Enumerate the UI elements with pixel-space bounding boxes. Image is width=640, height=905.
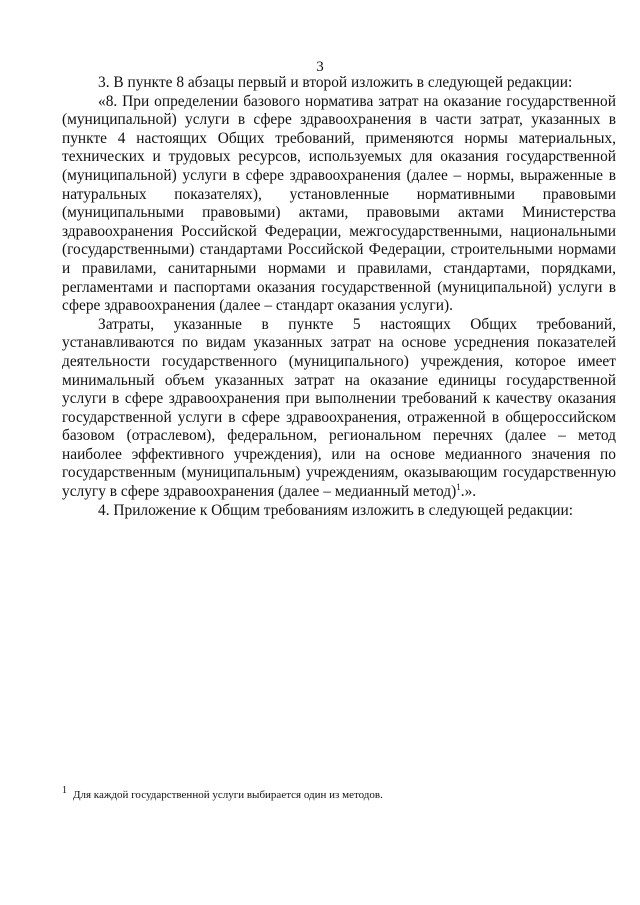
paragraph-item-3: 3. В пункте 8 абзацы первый и второй изложить в следующей редакции: <box>98 74 573 91</box>
footnote-text: Для каждой государственной услуги выбирается один из методов. <box>73 789 383 801</box>
footnote-mark: 1 <box>62 785 67 797</box>
document-body <box>62 74 616 520</box>
paragraph-costs-item-5 <box>62 316 616 502</box>
page-number: 3 <box>316 59 324 75</box>
footnote-reference[interactable]: 1 <box>456 481 461 492</box>
paragraph-item-4: 4. Приложение к Общим требованиям изложить в следующей редакции: <box>98 501 574 519</box>
paragraph-costs-text: Затраты, указанные в пункте 5 настоящих Общих требований, устанавливаются по видам указанных затрат на основе усреднения показателей деятельности государственного (муниципального) учреждения, которое имеет минимальный объем указанных затрат на оказание единицы государственной услуги в сфере здравоохранения при выполнении требований к качеству оказания государственной услуги в сфере здравоохранения, отраженной в общероссийском базовом (отраслевом), федеральном, региональном перечнях (далее – метод наиболее эффективного учреждения), или на основе медианного значения по государственным (муниципальным) учреждениям, оказывающим государственную услугу в сфере здравоохранения (далее – медианный метод) <box>62 315 616 501</box>
paragraph-item-8-quote: «8. При определении базового норматива затрат на оказание государственной (муниципальной) услуги в сфере здравоохранения в части затрат, указанных в пункте 4 настоящих Общих требований, применяются нормы материальных, технических и трудовых ресурсов, используемых для оказания государственной (муниципальной) услуги в сфере здравоохранения (далее – нормы, выраженные в натуральных показателях), установленные нормативными правовыми (муниципальными правовыми) актами, правовыми актами Министерства здравоохранения Российской Федерации, межгосударственными, национальными (государственными) стандартами Российской Федерации, строительными нормами и правилами, санитарными нормами и правилами, стандартами, порядками, регламентами и паспортами оказания государственной (муниципальной) услуги в сфере здравоохранения (далее – стандарт оказания услуги). <box>62 92 616 315</box>
paragraph-costs-end: .». <box>460 483 477 501</box>
footnote <box>62 785 616 802</box>
